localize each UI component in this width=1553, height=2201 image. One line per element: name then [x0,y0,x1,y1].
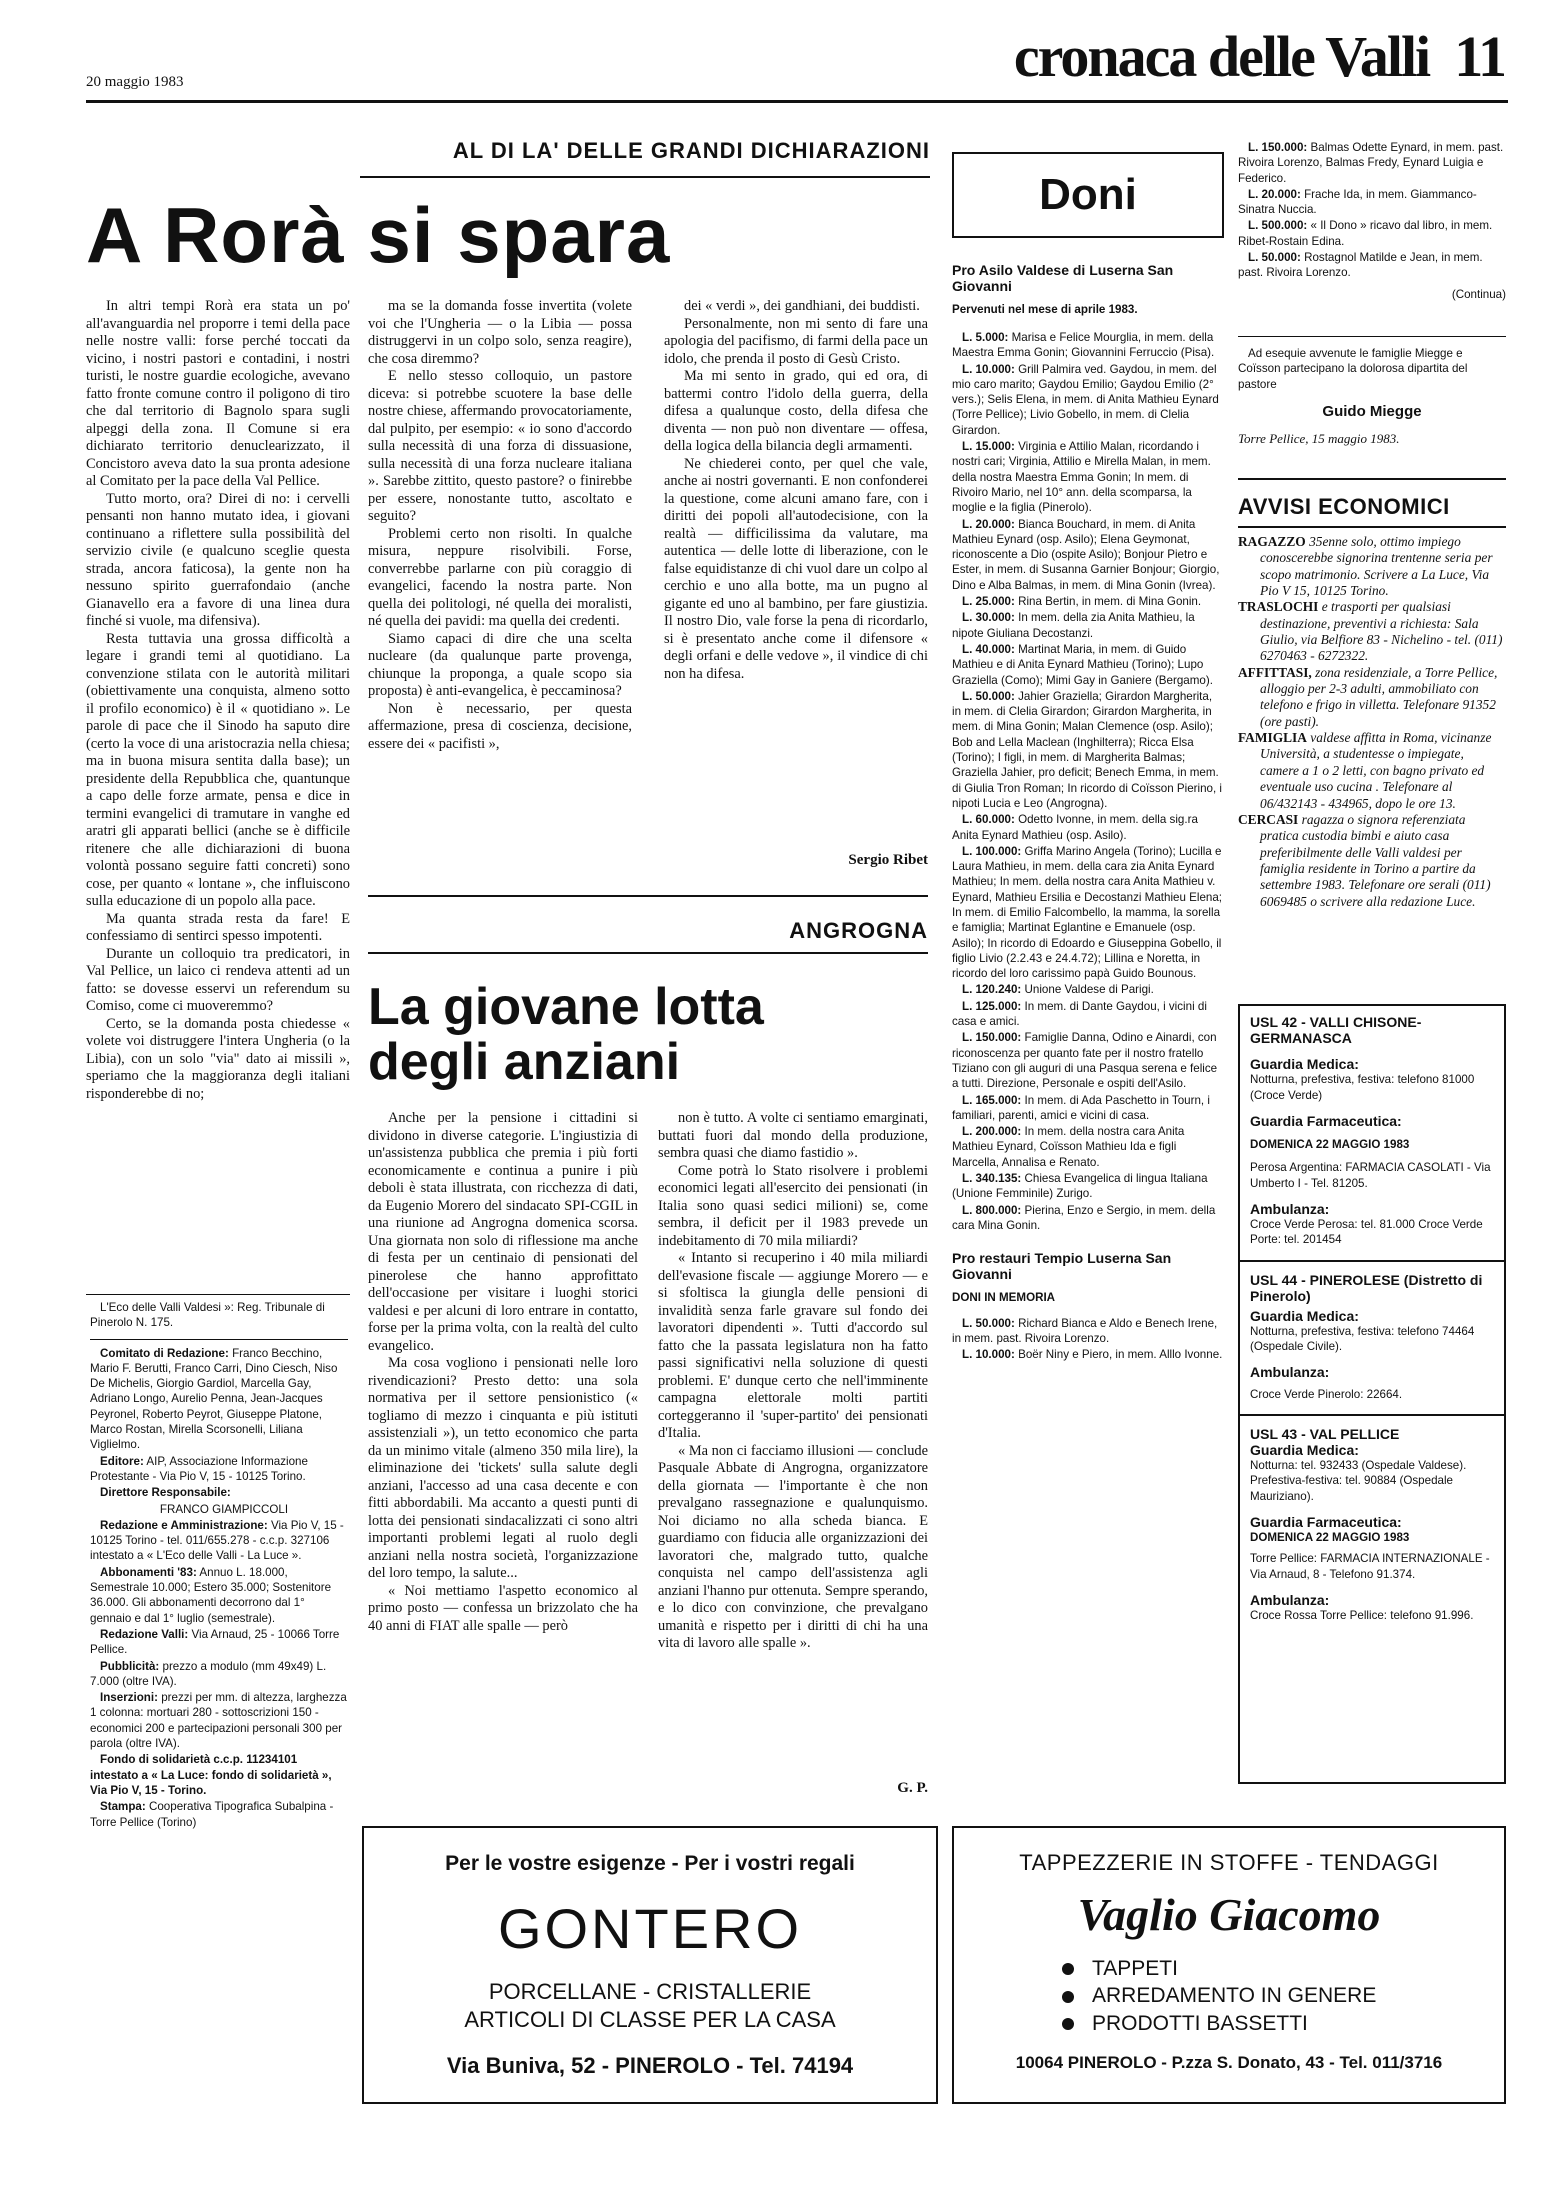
doni-entry: L. 30.000: In mem. della zia Anita Mathieu, la nipote Giuliana Decostanzi. [952,611,1195,640]
doni-entry: L. 800.000: Pierina, Enzo e Sergio, in mem. della cara Mina Gonin. [952,1203,1216,1232]
doni-entry: L. 50.000: Richard Bianca e Aldo e Benech Irene, in mem. past. Rivoira Lorenzo. [952,1316,1218,1345]
doni-entry: L. 25.000: Rina Bertin, in mem. di Mina Gonin. [962,595,1202,609]
article1-kicker: AL DI LA' DELLE GRANDI DICHIARAZIONI [452,138,930,163]
doni-entry: L. 20.000: Frache Ida, in mem. Giammanco-Sinatra Nuccia. [1238,187,1477,217]
kicker-rule [368,952,928,954]
bullet-icon [1062,1991,1074,2003]
usl43-gf: Torre Pellice: FARMACIA INTERNAZIONALE - Via Arnaud, 8 - Telefono 91.374. [1250,1552,1490,1581]
doni-entry: L. 60.000: Odetto Ivonne, in mem. della sig.ra Anita Eynard Mathieu (osp. Asilo). [952,813,1198,842]
usl44-amb: Croce Verde Pinerolo: 22664. [1250,1387,1403,1401]
doni-entry: L. 40.000: Martinat Maria, in mem. di Guido Mathieu e di Anita Eynard Mathieu (Torino); Lupo Graziella (Como); Mimi Gay in Ganiere (Bergamo). [952,642,1213,687]
credit-item: Abbonamenti '83: Annuo L. 18.000, Semestrale 10.000; Estero 35.000; Sostenitore 36.000. Gli abbonamenti decorrono dal 1° gennaio e dal 1° luglio (semestrale). [90,1565,332,1625]
article1-col1 [86,298,350,1103]
usl43-amb: Croce Rossa Torre Pellice: telefono 91.996. [1250,1608,1474,1622]
usl43-gf-title: Guardia Farmaceutica: [1250,1513,1402,1530]
doni-title: Doni [1039,170,1137,219]
usl42-gf: Perosa Argentina: FARMACIA CASOLATI - Via Umberto I - Tel. 81205. [1250,1161,1491,1190]
ad-vaglio-address: 10064 PINEROLO - P.zza S. Donato, 43 - Tel. 011/3716 [1015,2052,1443,2072]
doni-entry: L. 50.000: Rostagnol Matilde e Jean, in mem. past. Rivoira Lorenzo. [1238,251,1483,280]
section-name: cronaca delle Valli [1013,24,1430,89]
usl44-amb-title: Ambulanza: [1250,1364,1330,1381]
usl43-gm: Notturna: tel. 932433 (Ospedale Valdese). Prefestiva-festiva: tel. 90884 (Ospedale Mauriziano). [1250,1459,1467,1503]
usl43-gm-title: Guardia Medica: [1250,1441,1359,1458]
usl42-title: USL 42 - VALLI CHISONE-GERMANASCA [1250,1014,1422,1047]
paragraph: « Noi mettiamo l'aspetto economico al primo posto — confessa un brizzolato che ha 40 anni di FIAT alle spalle — però [368,1582,638,1634]
paragraph: Ma mi sento in grado, qui ed ora, di battermi contro l'idolo della guerra, della difesa a qualunque costo, della difesa che diventa — non può non diventare — offesa, della logica della bilancia degli armamenti. [664,368,928,454]
divider [1238,478,1506,480]
headline-line: La giovane lotta [368,978,764,1036]
doni-entry: L. 10.000: Boër Niny e Piero, in mem. Alllo Ivonne. [962,1348,1223,1362]
usl42-amb: Croce Verde Perosa: tel. 81.000 Croce Verde Porte: tel. 201454 [1250,1217,1483,1247]
bullet-icon [1062,2018,1074,2030]
doni-entry: L. 10.000: Grill Palmira ved. Gaydou, in mem. del mio caro marito; Gaydou Emilio; Gaydou Emilio (2° vers.); Selis Elena, in mem. di Anita Mathieu Eynard (Torre Pellice); Livio Gobello, in mem. di Clelia Girardon. [952,362,1219,437]
masthead-rule [86,100,1508,103]
page-number: 11 [1454,24,1505,89]
usl42-amb-title: Ambulanza: [1250,1200,1330,1217]
usl44-title: USL 44 - PINEROLESE (Distretto di Pinerolo) [1250,1271,1483,1304]
usl-divider [1240,1414,1504,1416]
paragraph: Anche per la pensione i cittadini si dividono in diverse categorie. L'ingiustizia di un'assistenza pubblica che premia i più forti economicamente e continua a punire i più deboli è stata illustrata, con ricchezza di dati, da Eugenio Morero del sindacato SPI-CGIL in una riunione ad Angrogna domenica scorsa. Una giornata non solo di riflessione ma anche di festa per un centinaio di pensionati del pinerolese che hanno approfittato dell'occasione per visitare i luoghi storici valdesi e per alcuni di loro entrare in contatto, forse per la prima volta, con la realtà del culto evangelico. [368,1110,638,1354]
ad-vaglio-item: ARREDAMENTO IN GENERE [1062,1982,1504,2009]
paragraph: Ne chiederei conto, per quel che vale, anche ai nostri governanti. E non confonderei la questione, come alcuni amano fare, con i diritti dei popoli all'autodecisione, con la realtà — difficilissima da valutare, ma autentica — delle lotte di liberazione, con le false equidistanze di chi vuol dare un colpo al cerchio e uno alla botte, ma un pugno al gigante ed uno al bambino, per fare giustizia. Il nostro Dio, vale forse la pena di ricordarlo, si è presentato anche come il difensore « degli orfani e delle vedove », il vindice di chi non ha difesa. [664,455,928,682]
doni-section2-sub: DONI IN MEMORIA [952,1291,1056,1305]
paragraph: non è tutto. A volte ci sentiamo emarginati, buttati fuori dal mondo della produzione, sembra quasi che diamo fastidio ». [658,1110,928,1161]
headline-line: degli anziani [368,1032,681,1091]
paragraph: dei « verdi », dei gandhiani, dei buddisti. [684,298,920,314]
credit-item: Redazione Valli: Via Arnaud, 25 - 10066 Torre Pellice. [90,1627,340,1657]
exequie-notice [1238,346,1506,447]
article2-signature: G. P. [897,1780,928,1796]
doni-title-box [952,152,1224,238]
credit-item: Editore: AIP, Associazione Informazione Protestante - Via Pio V, 15 - 10125 Torino. [90,1454,308,1483]
paragraph: Ma quanta strada resta da fare! E confessiamo di sentirci spesso impotenti. [86,910,350,944]
doni-section1-sub: Pervenuti nel mese di aprile 1983. [952,303,1138,317]
avviso: TRASLOCHI e trasporti per qualsiasi destinazione, preventivi a richiesta: Sala Giulio, via Belfiore 83 - Nichelino - tel. (011) 6270463 - 6272322. [1238,599,1503,664]
exequie-name: Guido Miegge [1322,402,1422,420]
doni-entry: L. 165.000: In mem. di Ada Paschetto in Tourn, i familiari, parenti, amici e vicini di casa. [952,1093,1210,1122]
credit-item: Direttore Responsabile: [100,1486,231,1500]
credit-item: Comitato di Redazione: Franco Becchino, Mario F. Berutti, Franco Carri, Dino Ciesch, Niso De Michelis, Giorgio Gardiol, Marcella Gay, Adriano Longo, Aurelio Penna, Jean-Jacques Peyronel, Roberto Peyrot, Giuseppe Platone, Marco Rostan, Mirella Scorsonelli, Liliana Viglielmo. [90,1346,338,1452]
doni-list [952,330,1224,1364]
doni-entry: L. 125.000: In mem. di Dante Gaydou, i vicini di casa e amici. [952,999,1207,1029]
credits-box [90,1300,348,1831]
continua-label: (Continua) [1451,287,1506,301]
usl42-gm: Notturna, prefestiva, festiva: telefono 81000 (Croce Verde) [1250,1073,1475,1102]
doni-section1-header [952,262,1224,317]
credit-item: FRANCO GIAMPICCOLI [159,1502,289,1516]
avvisi-list [1238,534,1506,910]
avviso: AFFITTASI, zona residenziale, a Torre Pellice, alloggio per 2-3 adulti, ammobiliato con telefono e frigo in villetta. Telefonare 91352 (ore pasti). [1238,664,1498,729]
article2-kicker: ANGROGNA [789,918,928,943]
usl43-amb-title: Ambulanza: [1250,1591,1330,1608]
credit-item: Inserzioni: prezzi per mm. di altezza, larghezza 1 colonna: mortuari 280 - sottoscrizioni 150 - economici 200 e partecipazioni personali 300 per parola (oltre IVA). [90,1691,347,1751]
paragraph: « Intanto si recuperino i 40 mila miliardi dell'evasione fiscale — aggiunge Morero — e si sfoltisca la giungla delle pensioni di invalidità senza farle gravare sul fondo dei lavoratori dipendenti ». Tutti d'accordo sul fatto che la passata legislatura non ha fatto passi significativi nella soluzione di questi problemi. E' dunque certo che nell'imminente campagna elettorale molti partiti corteggeranno il 'super-partito' dei pensionati d'Italia. [658,1250,928,1441]
credit-item: Fondo di solidarietà c.c.p. 11234101 intestato a « La Luce: fondo di solidarietà », Via Pio V, 15 - Torino. [90,1753,332,1797]
doni-section1-title: Pro Asilo Valdese di Luserna San Giovanni [952,262,1174,295]
paragraph: « Ma non ci facciamo illusioni — conclude Pasquale Abbate di Angrogna, organizzatore della giornata — l'importante è che non prevalgano rassegnazione e qualunquismo. Noi diciamo no alla scheda bianca. E guardiamo con fiducia alle organizzazioni dei lavoratori che, malgrado tutto, qualche conquista nel campo dell'assistenza agli anziani l'hanno pur ottenuta. Sempre sperando, e lo dico con convinzione, che prevalgano umanità e rispetto per i diritti di chi ha una vita di lavoro alle spalle ». [658,1442,928,1651]
article1-col3 [664,298,928,683]
divider [1238,526,1506,528]
doni-entry: L. 50.000: Jahier Graziella; Girardon Margherita, in mem. di Clelia Girardon; Girardon Margherita, in mem. di Mina Gonin; Malan Clemence (osp. Asilo); Bob and Lella Maclean (Inghilterra); Ricca Elsa (Torino); I figli, in mem. di Margherita Balmas; Graziella Jahier, pro deficit; Benech Emma, in mem. di Giulia Tron Roman; In ricordo di Coïsson Pierino, i nipoti Lucia e Leo (Angrogna). [952,689,1222,810]
ad-gontero-line1: PORCELLANE - CRISTALLERIE [488,1979,812,2004]
ad-gontero-top: Per le vostre esigenze - Per i vostri regali [445,1852,855,1875]
doni-entry: L. 500.000: « Il Dono » ricavo dal libro, in mem. Ribet-Rostain Edina. [1238,219,1493,248]
doni-entry: L. 5.000: Marisa e Felice Mourglia, in mem. della Maestra Emma Gonin; Giovannini Ferruccio (Pisa). [952,331,1215,360]
ad-vaglio-item: TAPPETI [1062,1955,1504,1982]
article2-headline [368,980,764,1089]
usl44-gm-title: Guardia Medica: [1250,1307,1359,1324]
avviso: CERCASI ragazza o signora referenziata pratica custodia bimbi e aiuto casa preferibilmente delle Valli valdesi per famiglia residente in Torino a partire da settembre 1983. Telefonare ore serali (011) 6069485 o scrivere alla redazione Luce. [1238,811,1491,909]
credit-item: Redazione e Amministrazione: Via Pio V, 15 - 10125 Torino - tel. 011/655.278 - c.c.p. 327106 intestato a « L'Eco delle Valli - La Luce ». [90,1518,344,1563]
usl44-gm: Notturna, prefestiva, festiva: telefono 74464 (Ospedale Civile). [1250,1324,1475,1354]
registration: L'Eco delle Valli Valdesi »: Reg. Tribunale di Pinerolo N. 175. [90,1301,325,1330]
ad-gontero [362,1826,938,2104]
avvisi-title: AVVISI ECONOMICI [1238,494,1450,519]
doni-entry: L. 200.000: In mem. della nostra cara Anita Mathieu Eynard, Coïsson Mathieu Ida e figli Marcella, Annalisa e Renato. [952,1125,1185,1169]
exequie-place: Torre Pellice, 15 maggio 1983. [1238,430,1400,446]
ad-gontero-address: Via Buniva, 52 - PINEROLO - Tel. 74194 [446,2053,854,2078]
paragraph: Come potrà lo Stato risolvere i problemi economici legati all'esercito dei pensionati (in Italia sono quasi sedici milioni) se, come sembra, il deficit per il 1983 prevede un indebitamento di 70 mila miliardi? [658,1162,928,1249]
doni-entry: L. 340.135: Chiesa Evangelica di lingua Italiana (Unione Femminile) Zurigo. [952,1172,1208,1201]
usl-box [1238,1004,1506,1784]
usl42-gf-title: Guardia Farmaceutica: [1250,1112,1402,1129]
usl43-gf-date: DOMENICA 22 MAGGIO 1983 [1250,1530,1410,1544]
paragraph: Durante un colloquio tra predicatori, in Val Pellice, un laico ci rendeva attenti ad un fatto: se dovesse esservi un referendum su Comiso, come ci muoveremmo? [86,945,350,1014]
article1-signature: Sergio Ribet [848,852,928,868]
article2-col2 [658,1110,928,1653]
article2-col1 [368,1110,638,1635]
credits-rule [86,1294,350,1295]
paragraph: Tutto morto, ora? Direi di no: i cervelli pensanti non hanno mutato idea, i giovani continuano a riflettere sulla possibilità del servizio civile (e qualcuno sceglie questa strada, ancora faticosa), la gente non ha nessuno spirito guerrafondaio (anche Gianavello era a favore di una linea dura finché si vuole, ma difensiva). [86,490,350,629]
masthead-title [960,24,1505,89]
exequie-text: Ad esequie avvenute le famiglie Miegge e Coïsson partecipano la dolorosa dipartita del pastore [1238,347,1468,391]
ad-vaglio-name: Vaglio Giacomo [1077,1889,1381,1940]
paragraph: Non è necessario, per questa affermazione, presa di coscienza, decisione, essere dei « pacifisti », [368,700,632,752]
section-rule [368,895,928,897]
article1-col2 [368,298,632,753]
doni-entry: L. 100.000: Griffa Marino Angela (Torino); Lucilla e Laura Mathieu, in mem. della cara zia Anita Eynard Mathieu; In mem. della nostra cara Anita Mathieu v. Eynard, Mathieu Ersilia e Decostanzi Mathieu Elena; In mem. di Emilio Falcombello, la mamma, la sorella e famiglia; Martinat Eglantine e Emanuele (osp. Asilo); In ricordo di Edoardo e Giuseppina Gobello, il figlio Livio (2.2.43 e 24.4.72); Lillina e Noretta, in ricordo del loro carissimo papà Guido Bounous. [952,844,1223,981]
paragraph: Certo, se la domanda posta chiedesse « volete voi distruggere l'intera Ungheria (o la Libia), con un solo "via" dato ai missili », speriamo che la maggioranza degli italiani risponderebbe di no; [86,1015,350,1102]
doni-continued [1238,140,1506,302]
ad-vaglio [952,1826,1506,2104]
paragraph: Resta tuttavia una grossa difficoltà a legare i grandi temi al quotidiano. La convenzione stilata con le autorità militari (obiettivamente una conquista, almeno sotto il profilo economico) è il « quotidiano ». Le parole di pace che il Sinodo ha saputo dire (certo la voce di una aristocrazia nella chiesa; ma in buona misura sentita dalla base); un presidente della Repubblica che, quantunque a capo delle forze armate, pensa e dice in termini evangelici di tramutare in vanghe ed aratri gli apparati bellici (anche se è difficile ritenere che alle dichiarazioni di buona volontà possano seguire fatti concreti) sono cose, per quanto « lontane », che influiscono sulla educazione di un popolo alla pace. [86,630,350,909]
doni-entry: L. 120.240: Unione Valdese di Parigi. [962,983,1154,997]
usl43-title: USL 43 - VAL PELLICE [1250,1425,1400,1442]
paragraph: Personalmente, non mi sento di fare una apologia del pacifismo, di farmi della pace un idolo, che prenda il posto di Gesù Cristo. [664,315,928,367]
paragraph: E nello stesso colloquio, un pastore diceva: si potrebbe scuotere la base delle nostre chiese, affermando provocatoriamente, dal pulpito, per esempio: « io sono d'accordo sulla necessità di una forza di dissuasione, sulla necessità di una forza nucleare italiana ». Sarebbe zittito, questo pastore? o finirebbe per essere, nonostante tutto, ascoltato e seguito? [368,368,632,524]
doni-entry: L. 20.000: Bianca Bouchard, in mem. di Anita Mathieu Eynard (osp. Asilo); Elena Geymonat, riconoscente a Dio (ospite Asilo); Bonjour Pietro e Ester, in mem. di Susanna Garnier Bonjour; Giorgio, Dino e Alba Balmas, in mem. di Mina Gonin (Ivrea). [952,517,1220,592]
avviso: RAGAZZO 35enne solo, ottimo impiego conoscerebbe signorina trentenne seria per scopo matrimonio. Scrivere a La Luce, Via Pio V 15, 10125 Torino. [1238,534,1493,599]
ad-vaglio-items [1062,1955,1504,2037]
ad-gontero-name: GONTERO [497,1897,803,1960]
ad-gontero-line2: ARTICOLI DI CLASSE PER LA CASA [464,2007,836,2032]
avviso: FAMIGLIA valdese affitta in Roma, vicinanze Università, a studentesse o impiegate, camere a 1 o 2 letti, con bagno privato ed eventuale uso cucina . Telefonare al 06/432143 - 434965, dopo le ore 13. [1238,730,1492,811]
credit-item: Stampa: Cooperativa Tipografica Subalpina - Torre Pellice (Torino) [90,1800,334,1829]
bullet-icon [1062,1963,1074,1975]
article1-headline: A Rorà si spara [86,191,671,279]
usl-divider [1240,1260,1504,1262]
doni-entry: L. 150.000: Famiglie Danna, Odino e Ainardi, con riconoscenza per quanto fate per il nostro fratello Tiziano con gli auguri di una Pasqua serena e felice a tutti. Direzione, Personale e ospiti dell'Asilo. [952,1031,1218,1091]
ad-vaglio-top: TAPPEZZERIE IN STOFFE - TENDAGGI [1019,1850,1439,1875]
doni-section2-title: Pro restauri Tempio Luserna San Giovanni [952,1250,1172,1283]
paragraph: In altri tempi Rorà era stata un po' all'avanguardia nel proporre i temi della pace nelle nostre valli: forse perché toccati da vicino, i nostri pastori e contadini, i nostri turisti, le nostre guardie ecologiche, avevano fatto fronte comune contro il poligono di tiro che dal territorio di Bagnolo spara sugli alpeggi della zona. Il Comune si era dichiarato territorio denuclearizzato, il Concistoro aveva dato la sua pronta adesione al Comitato per la pace della Val Pellice. [86,298,350,489]
kicker-rule [360,176,930,178]
credits-divider [90,1339,348,1340]
paragraph: Problemi certo non risolti. In qualche misura, neppure risolvibili. Forse, converrebbe parlarne con più coraggio di evangelici, facendo la nostra parte. Non quella dei politologi, né quella dei moralisti, né quella dei pavidi: ma quella dei credenti. [368,525,632,629]
paragraph: Ma cosa vogliono i pensionati nelle loro rivendicazioni? Presto detto: una sola normativa per il settore pensionistico (« togliamo di mezzo i cinquanta e più istituti assistenziali »), un tetto economico che parta da un minimo vitale (almeno 350 mila lire), la eliminazione dei 'tickets' sulla salute degli anziani, l'accesso ad una casa decente e con fitti abbordabili. Ma accanto a questi punti di lotta dei pensionati sindacalizzati ci sono altri importanti problemi legati al ruolo degli anziani nella nostra società, l'organizzazione del loro tempo, la salute... [368,1355,638,1581]
doni-entry: L. 15.000: Virginia e Attilio Malan, ricordando i nostri cari; Virginia, Attilio e Mirella Malan, in mem. della nostra Maestra Emma Gonin; In mem. di Rivoiro Mario, nel 10° ann. della scomparsa, la moglie e la figlia (Pinerolo). [952,440,1211,515]
usl42-gm-title: Guardia Medica: [1250,1056,1359,1073]
ad-vaglio-item: PRODOTTI BASSETTI [1062,2010,1504,2037]
doni-entry: L. 150.000: Balmas Odette Eynard, in mem. past. Rivoira Lorenzo, Balmas Fredy, Eynard Luigia e Federico. [1238,141,1504,185]
paragraph: Siamo capaci di dire che una scelta nucleare (da qualunque parte provenga, chiunque la proponga, a quale scopo sia proposta) è anti-evangelica, è peccaminosa? [368,630,632,699]
paragraph: ma se la domanda fosse invertita (volete voi che l'Ungheria — o la Libia — possa distruggervi in un colpo solo, senza reagire), che cosa diremmo? [368,298,632,367]
issue-date: 20 maggio 1983 [86,74,184,90]
usl42-gf-date: DOMENICA 22 MAGGIO 1983 [1250,1137,1410,1151]
credit-item: Pubblicità: prezzo a modulo (mm 49x49) L. 7.000 (oltre IVA). [90,1659,327,1688]
divider [1238,336,1506,337]
